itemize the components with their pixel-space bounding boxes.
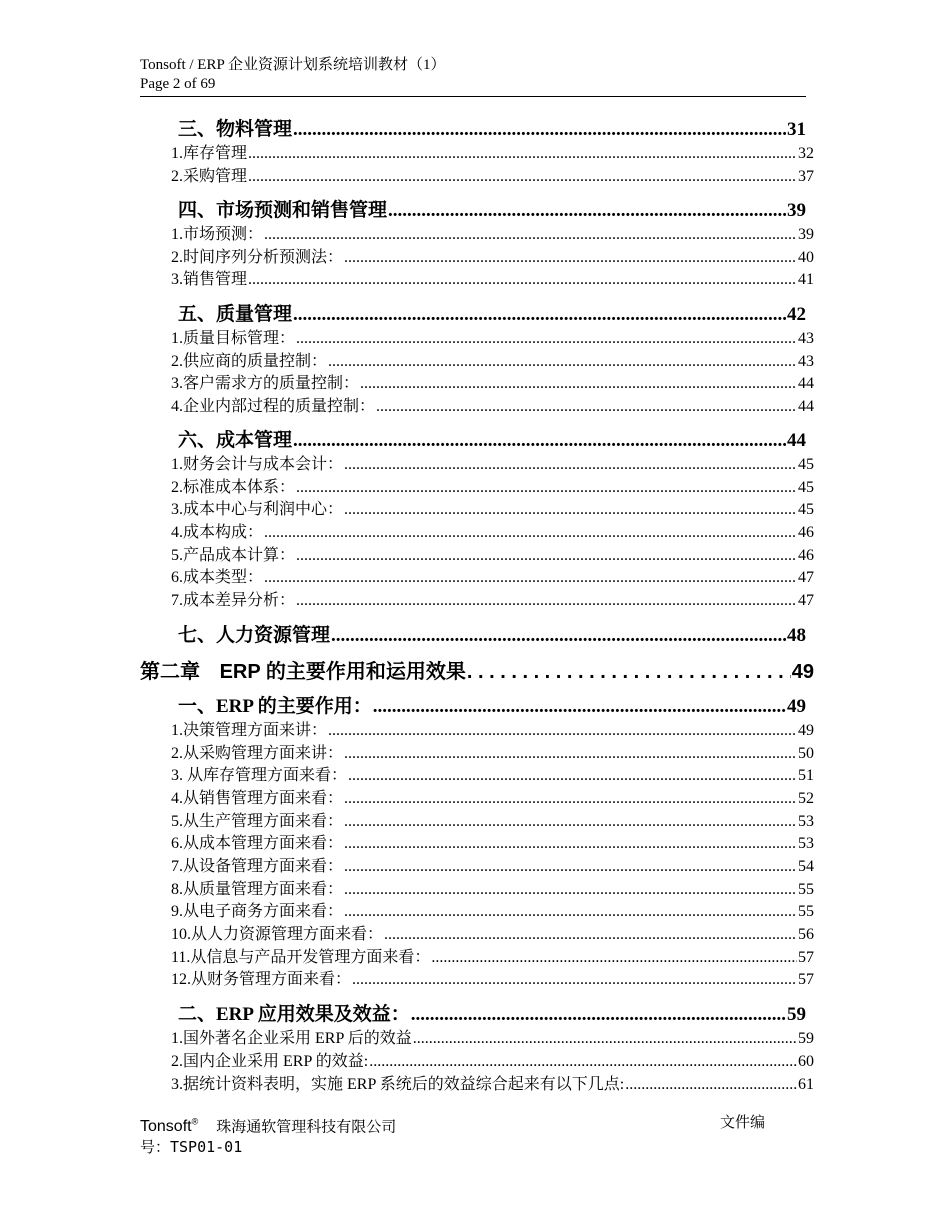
toc-section[interactable] [178, 620, 806, 646]
footer-brand: Tonsoft® [140, 1117, 199, 1136]
toc-item[interactable] [171, 325, 814, 347]
toc-title: 1.库存管理 [171, 145, 248, 162]
toc-title: 四、市场预测和销售管理 [178, 200, 388, 221]
toc-title: 二、ERP 应用效果及效益： [178, 1004, 410, 1025]
toc-item[interactable] [171, 393, 814, 415]
toc-page: 52 [798, 790, 814, 807]
toc-item[interactable] [171, 163, 814, 185]
toc-title: 6.从成本管理方面来看： [171, 835, 344, 852]
toc-leader [373, 696, 786, 718]
toc-leader [344, 456, 797, 474]
toc-page: 49 [798, 722, 814, 739]
toc-page: 47 [798, 592, 814, 609]
toc-title: 6.成本类型： [171, 569, 264, 586]
toc-leader [352, 971, 797, 989]
toc-page: 44 [798, 375, 814, 392]
toc-section[interactable] [178, 299, 806, 325]
header-rule [140, 96, 806, 97]
toc-section[interactable] [178, 999, 806, 1025]
toc-leader [411, 1004, 786, 1026]
toc-page: 32 [798, 145, 814, 162]
footer-doc-number: 号：TSP01-01 [140, 1138, 243, 1157]
toc-leader [344, 881, 797, 899]
toc-chapter[interactable] [140, 655, 814, 683]
toc-title: 七、人力资源管理 [178, 625, 331, 646]
toc-title: 12.从财务管理方面来看： [171, 971, 352, 988]
toc-item[interactable] [171, 785, 814, 807]
toc-title: 7.成本差异分析： [171, 592, 296, 609]
toc-page: 55 [798, 881, 814, 898]
toc-title: 3.成本中心与利润中心： [171, 501, 344, 518]
toc-item[interactable] [171, 921, 814, 943]
toc-section[interactable] [178, 691, 806, 717]
toc-page: 50 [798, 745, 814, 762]
toc-section[interactable] [178, 114, 806, 140]
toc-item[interactable] [171, 244, 814, 266]
toc-page: 49 [791, 661, 814, 683]
chapter-title: ERP 的主要作用和运用效果 [219, 661, 466, 683]
footer-company: 珠海通软管理科技有限公司 [216, 1117, 397, 1136]
toc-leader [413, 1030, 797, 1048]
toc-page: 53 [798, 835, 814, 852]
toc-page: 43 [798, 330, 814, 347]
toc-item[interactable] [171, 564, 814, 586]
toc-leader [293, 430, 786, 452]
toc-title: 11.从信息与产品开发管理方面来看： [171, 949, 431, 966]
toc-item[interactable] [171, 808, 814, 830]
toc-title: 1.财务会计与成本会计： [171, 456, 344, 473]
toc-page: 57 [798, 949, 814, 966]
toc-item[interactable] [171, 853, 814, 875]
toc-leader [384, 926, 797, 944]
toc-item[interactable] [171, 266, 814, 288]
toc-item[interactable] [171, 348, 814, 370]
toc-page: 46 [798, 547, 814, 564]
toc-title: 3. 从库存管理方面来看： [171, 767, 348, 784]
header-page-number: Page 2 of 69 [140, 76, 216, 92]
toc-title: 1.国外著名企业采用 ERP 后的效益 [171, 1030, 412, 1047]
toc-page: 51 [798, 767, 814, 784]
toc-leader [264, 569, 797, 587]
toc-title: 1.决策管理方面来讲： [171, 722, 328, 739]
toc-leader [296, 547, 797, 565]
toc-item[interactable] [171, 1071, 814, 1093]
toc-page: 44 [787, 430, 806, 451]
toc-title: 2.供应商的质量控制： [171, 353, 328, 370]
toc-leader [467, 661, 791, 684]
toc-leader [293, 304, 786, 326]
toc-leader [344, 790, 797, 808]
toc-leader [344, 903, 797, 921]
toc-title: 1.市场预测： [171, 226, 264, 243]
toc-page: 61 [798, 1076, 814, 1093]
toc-title: 4.成本构成： [171, 524, 264, 541]
toc-title: 2.从采购管理方面来讲： [171, 745, 344, 762]
toc-page: 45 [798, 456, 814, 473]
toc-title: 4.从销售管理方面来看： [171, 790, 344, 807]
registered-mark: ® [191, 1117, 199, 1127]
toc-leader [376, 398, 797, 416]
toc-leader [344, 501, 797, 519]
toc-title: 5.产品成本计算： [171, 547, 296, 564]
toc-page: 39 [787, 200, 806, 221]
toc-leader [360, 375, 797, 393]
toc-title: 2.时间序列分析预测法： [171, 249, 344, 266]
toc-page: 31 [787, 119, 806, 140]
toc-item[interactable] [171, 762, 814, 784]
toc-page: 48 [787, 625, 806, 646]
toc-leader [625, 1076, 797, 1094]
toc-item[interactable] [171, 542, 814, 564]
toc-page: 45 [798, 501, 814, 518]
toc-leader [344, 745, 797, 763]
toc-item[interactable] [171, 451, 814, 473]
toc-page: 43 [798, 353, 814, 370]
toc-page: 45 [798, 479, 814, 496]
toc-item[interactable] [171, 717, 814, 739]
toc-title: 2.采购管理 [171, 168, 248, 185]
footer-doc-label: 文件编 [720, 1113, 766, 1131]
toc-item[interactable] [171, 966, 814, 988]
toc-leader [388, 200, 786, 222]
toc-item[interactable] [171, 587, 814, 609]
toc-item[interactable] [171, 221, 814, 243]
toc-page: 59 [787, 1004, 806, 1025]
toc-leader [293, 119, 786, 141]
toc-leader [296, 592, 797, 610]
toc-page: 44 [798, 398, 814, 415]
toc-item[interactable] [171, 876, 814, 898]
toc-title: 六、成本管理 [178, 430, 293, 451]
toc-leader [328, 353, 797, 371]
toc-leader [248, 168, 797, 186]
toc-page: 56 [798, 926, 814, 943]
toc-page: 40 [798, 249, 814, 266]
toc-item[interactable] [171, 898, 814, 920]
toc-leader [344, 813, 797, 831]
toc-page: 49 [787, 696, 806, 717]
toc-page: 37 [798, 168, 814, 185]
toc-title: 五、质量管理 [178, 304, 293, 325]
toc-page: 59 [798, 1030, 814, 1047]
toc-title: 3.客户需求方的质量控制： [171, 375, 360, 392]
header-title: Tonsoft / ERP 企业资源计划系统培训教材（1） [140, 57, 446, 73]
toc-item[interactable] [171, 1048, 814, 1070]
toc-title: 9.从电子商务方面来看： [171, 903, 344, 920]
toc-leader [328, 722, 797, 740]
toc-leader [248, 271, 797, 289]
toc-item[interactable] [171, 474, 814, 496]
toc-title: 4.企业内部过程的质量控制： [171, 398, 376, 415]
toc-item[interactable] [171, 519, 814, 541]
toc-leader [369, 1053, 797, 1071]
toc-title: 一、ERP 的主要作用： [178, 696, 372, 717]
toc-page: 54 [798, 858, 814, 875]
chapter-label: 第二章 [140, 661, 200, 683]
page-footer [140, 1112, 780, 1158]
toc-title: 5.从生产管理方面来看： [171, 813, 344, 830]
toc-title: 2.国内企业采用 ERP 的效益: [171, 1053, 369, 1070]
toc-page: 57 [798, 971, 814, 988]
toc-leader [264, 226, 797, 244]
toc-title: 3.据统计资料表明，实施 ERP 系统后的效益综合起来有以下几点: [171, 1076, 625, 1093]
toc-leader [331, 625, 786, 647]
toc-page: 53 [798, 813, 814, 830]
toc-page: 55 [798, 903, 814, 920]
toc-page: 47 [798, 569, 814, 586]
toc-item[interactable] [171, 496, 814, 518]
toc-item[interactable] [171, 370, 814, 392]
toc-title: 3.销售管理 [171, 271, 248, 288]
toc-page: 42 [787, 304, 806, 325]
toc-leader [344, 835, 797, 853]
toc-title: 2.标准成本体系： [171, 479, 296, 496]
toc-page: 39 [798, 226, 814, 243]
toc-title: 8.从质量管理方面来看： [171, 881, 344, 898]
page-header [140, 56, 446, 94]
toc-title: 10.从人力资源管理方面来看： [171, 926, 384, 943]
toc-title: 三、物料管理 [178, 119, 293, 140]
toc-page: 41 [798, 271, 814, 288]
toc-item[interactable] [171, 140, 814, 162]
toc-leader [431, 949, 797, 967]
toc-item[interactable] [171, 944, 814, 966]
toc-leader [248, 145, 797, 163]
toc-leader [296, 479, 797, 497]
toc-leader [264, 524, 797, 542]
toc-section[interactable] [178, 425, 806, 451]
toc-leader [344, 858, 797, 876]
toc-leader [344, 249, 797, 267]
toc-title: 1.质量目标管理： [171, 330, 296, 347]
toc-page: 46 [798, 524, 814, 541]
toc-title: 7.从设备管理方面来看： [171, 858, 344, 875]
toc-item[interactable] [171, 830, 814, 852]
toc-leader [348, 767, 797, 785]
toc-section[interactable] [178, 195, 806, 221]
toc-item[interactable] [171, 1025, 814, 1047]
toc-leader [296, 330, 797, 348]
toc-item[interactable] [171, 740, 814, 762]
toc-page: 60 [798, 1053, 814, 1070]
